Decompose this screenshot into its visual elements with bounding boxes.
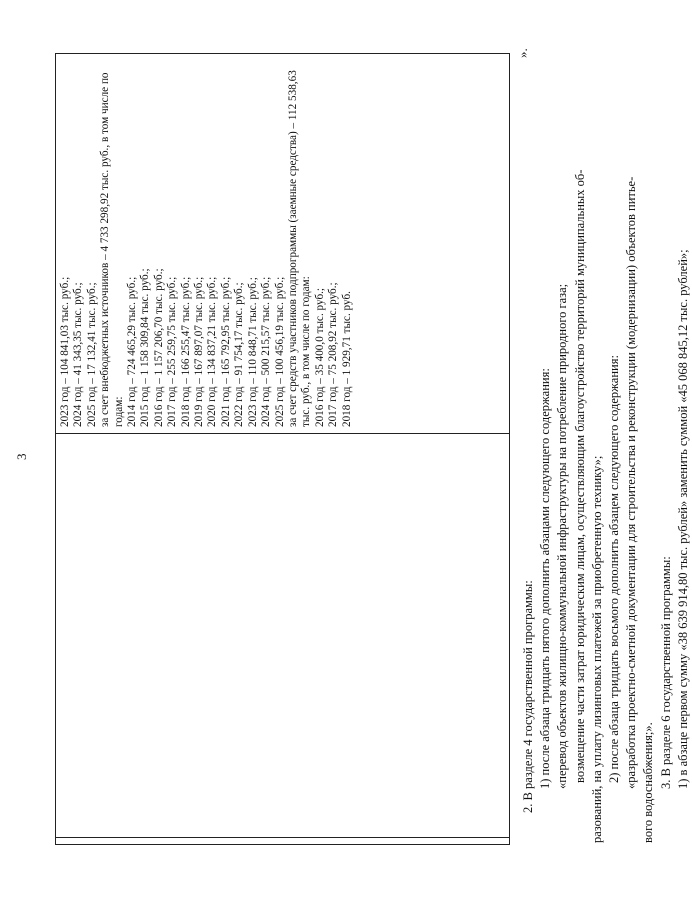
funding-table xyxy=(55,53,510,845)
table-line: 2025 год – 100 456,19 тыс. руб.; xyxy=(273,276,286,427)
section-heading: 3. В разделе 6 государственной программы: xyxy=(658,556,673,789)
table-line: за счет средств участников подпрограммы (заемные средства) – 112 538,63 xyxy=(286,70,299,427)
table-line: 2016 год – 35 400,0 тыс. руб.; xyxy=(313,287,326,427)
table-line: 2019 год – 167 897,07 тыс. руб.; xyxy=(193,276,206,427)
paragraph-continuation: вого водоснабжения;». xyxy=(641,722,656,843)
table-right-column xyxy=(56,54,509,433)
table-line: 2018 год – 1 929,71 тыс. руб. xyxy=(340,291,353,427)
paragraph: 2) после абзаца тридцать восьмого дополнить абзацем следующего содержания: xyxy=(607,355,622,783)
table-line: 2020 год – 134 837,21 тыс. руб.; xyxy=(206,276,219,427)
table-line: 2023 год – 104 841,03 тыс. руб.; xyxy=(59,276,71,427)
paragraph: «разработка проектно-сметной документации для строительства и реконструкции (модернизации) объектов питье- xyxy=(624,176,639,789)
table-line: 2014 год – 724 465,29 тыс. руб.; xyxy=(126,276,139,427)
table-line: 2015 год – 1 158 309,84 тыс. руб.; xyxy=(139,268,152,427)
table-left-column xyxy=(56,433,509,844)
table-line: годам: xyxy=(112,396,125,427)
table-line: 2018 год – 166 255,47 тыс. руб.; xyxy=(179,276,192,427)
paragraph-continuation: разований, на уплату лизинговых платежей за приобретенную технику»; xyxy=(589,455,604,843)
table-line: 2016 год – 1 157 206,70 тыс. руб.; xyxy=(152,268,165,427)
table-line: 2023 год – 110 848,71 тыс. руб.; xyxy=(246,277,259,427)
table-line: тыс. руб., в том числе по годам: xyxy=(300,276,313,427)
table-line: за счет внебюджетных источников – 4 733 298,92 тыс. руб., в том числе по xyxy=(99,72,112,427)
paragraph: 1) в абзаце первом сумму «38 639 914,80 тыс. рублей» заменить суммой «45 068 845,12 тыс. рублей»; xyxy=(675,249,690,789)
page-number: 3 xyxy=(14,453,29,460)
document-body xyxy=(520,0,692,843)
paragraph: 1) после абзаца тридцать пятого дополнить абзацами следующего содержания: xyxy=(538,368,553,789)
table-line: 2024 год – 41 343,35 тыс. руб.; xyxy=(72,282,85,427)
section-heading: 2. В разделе 4 государственной программы: xyxy=(521,580,535,813)
table-line: 2022 год – 91 754,17 тыс. руб.; xyxy=(233,282,246,427)
table-line: 2017 год – 75 208,92 тыс. руб.; xyxy=(327,282,340,427)
table-line: 2025 год – 17 132,41 тыс. руб.; xyxy=(85,282,98,427)
paragraph: «перевод объектов жилищно-коммунальной инфраструктуры на потребление природного газа; xyxy=(555,283,570,789)
paragraph: возмещение части затрат юридическим лицам, осуществляющим благоустройство территорий муниципальных об- xyxy=(572,169,587,783)
table-column-divider xyxy=(56,837,509,838)
table-line: 2024 год – 500 215,57 тыс. руб.; xyxy=(260,276,273,427)
table-line: 2017 год – 255 259,75 тыс. руб.; xyxy=(166,276,179,427)
closing-quote: ». xyxy=(515,48,530,58)
table-line: 2021 год – 165 792,95 тыс. руб.; xyxy=(219,276,232,427)
